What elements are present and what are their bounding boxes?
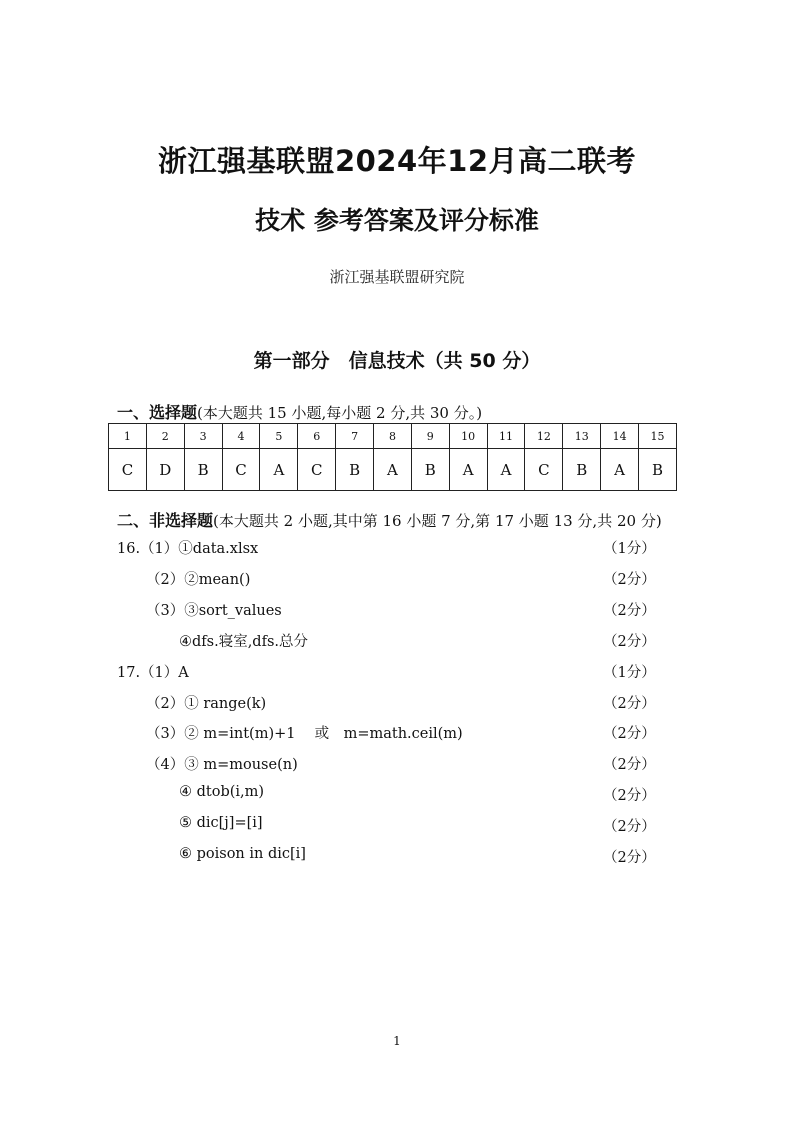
question-number: 5	[260, 424, 298, 449]
question-number: 13	[563, 424, 601, 449]
question-number: 14	[601, 424, 639, 449]
answer-line-16-3: （3）③sort_values	[146, 603, 282, 619]
question-number: 15	[639, 424, 677, 449]
score-label: （1分）	[603, 541, 656, 557]
answer-table	[108, 423, 677, 491]
question-number: 9	[411, 424, 449, 449]
score-label: （2分）	[603, 850, 656, 866]
question-number: 4	[222, 424, 260, 449]
answer-cell: B	[184, 449, 222, 491]
section-one-note: (本大题共 15 小题,每小题 2 分,共 30 分。)	[197, 404, 483, 422]
score-label: （2分）	[603, 757, 656, 773]
answer-cell: B	[411, 449, 449, 491]
answer-cell: B	[336, 449, 374, 491]
answer-line-17-4d: ⑥ poison in dic[i]	[179, 846, 306, 862]
answer-cell: C	[222, 449, 260, 491]
question-number: 10	[449, 424, 487, 449]
document-title: 浙江强基联盟2024年12月高二联考	[157, 144, 637, 178]
answer-cell: C	[298, 449, 336, 491]
organization: 浙江强基联盟研究院	[329, 268, 465, 286]
score-label: （2分）	[603, 634, 656, 650]
answer-line-17-2: （2）① range(k)	[146, 696, 267, 712]
section-one-heading	[117, 400, 482, 423]
answer-row	[109, 449, 677, 491]
answer-cell: C	[109, 449, 147, 491]
question-number-row	[109, 424, 677, 449]
score-label: （2分）	[603, 696, 656, 712]
score-label: （2分）	[603, 819, 656, 835]
question-number: 2	[146, 424, 184, 449]
answer-cell: D	[146, 449, 184, 491]
answer-cell: B	[639, 449, 677, 491]
section-two-note: (本大题共 2 小题,其中第 16 小题 7 分,第 17 小题 13 分,共 20 分)	[213, 512, 662, 530]
part-one-title: 第一部分 信息技术（共 50 分）	[253, 350, 541, 372]
page-number: 1	[393, 1034, 401, 1048]
question-number: 12	[525, 424, 563, 449]
answer-cell: B	[563, 449, 601, 491]
score-label: （2分）	[603, 788, 656, 804]
answer-line-17-3: （3）② m=int(m)+1 或 m=math.ceil(m)	[146, 726, 463, 742]
answer-line-16-4: ④dfs.寝室,dfs.总分	[179, 634, 309, 650]
section-two-label: 二、非选择题	[117, 511, 214, 530]
answer-line-16-2: （2）②mean()	[146, 572, 251, 588]
score-label: （2分）	[603, 603, 656, 619]
answer-line-17-4c: ⑤ dic[j]=[i]	[179, 815, 263, 831]
answer-cell: A	[374, 449, 412, 491]
answer-cell: C	[525, 449, 563, 491]
document-subtitle: 技术 参考答案及评分标准	[255, 206, 539, 235]
answer-cell: A	[449, 449, 487, 491]
question-number: 11	[487, 424, 525, 449]
question-number: 1	[109, 424, 147, 449]
question-number: 7	[336, 424, 374, 449]
score-label: （2分）	[603, 572, 656, 588]
question-number: 3	[184, 424, 222, 449]
score-label: （1分）	[603, 665, 656, 681]
question-number: 6	[298, 424, 336, 449]
answer-cell: A	[260, 449, 298, 491]
section-two-heading	[117, 508, 662, 531]
answer-line-17-4b: ④ dtob(i,m)	[179, 784, 265, 800]
answer-line-17-1: 17.（1）A	[117, 665, 189, 681]
answer-line-16-1: 16.（1）①data.xlsx	[117, 541, 259, 557]
answer-line-17-4a: （4）③ m=mouse(n)	[146, 757, 298, 773]
answer-cell: A	[487, 449, 525, 491]
answer-cell: A	[601, 449, 639, 491]
question-number: 8	[374, 424, 412, 449]
score-label: （2分）	[603, 726, 656, 742]
section-one-label: 一、选择题	[117, 403, 198, 422]
